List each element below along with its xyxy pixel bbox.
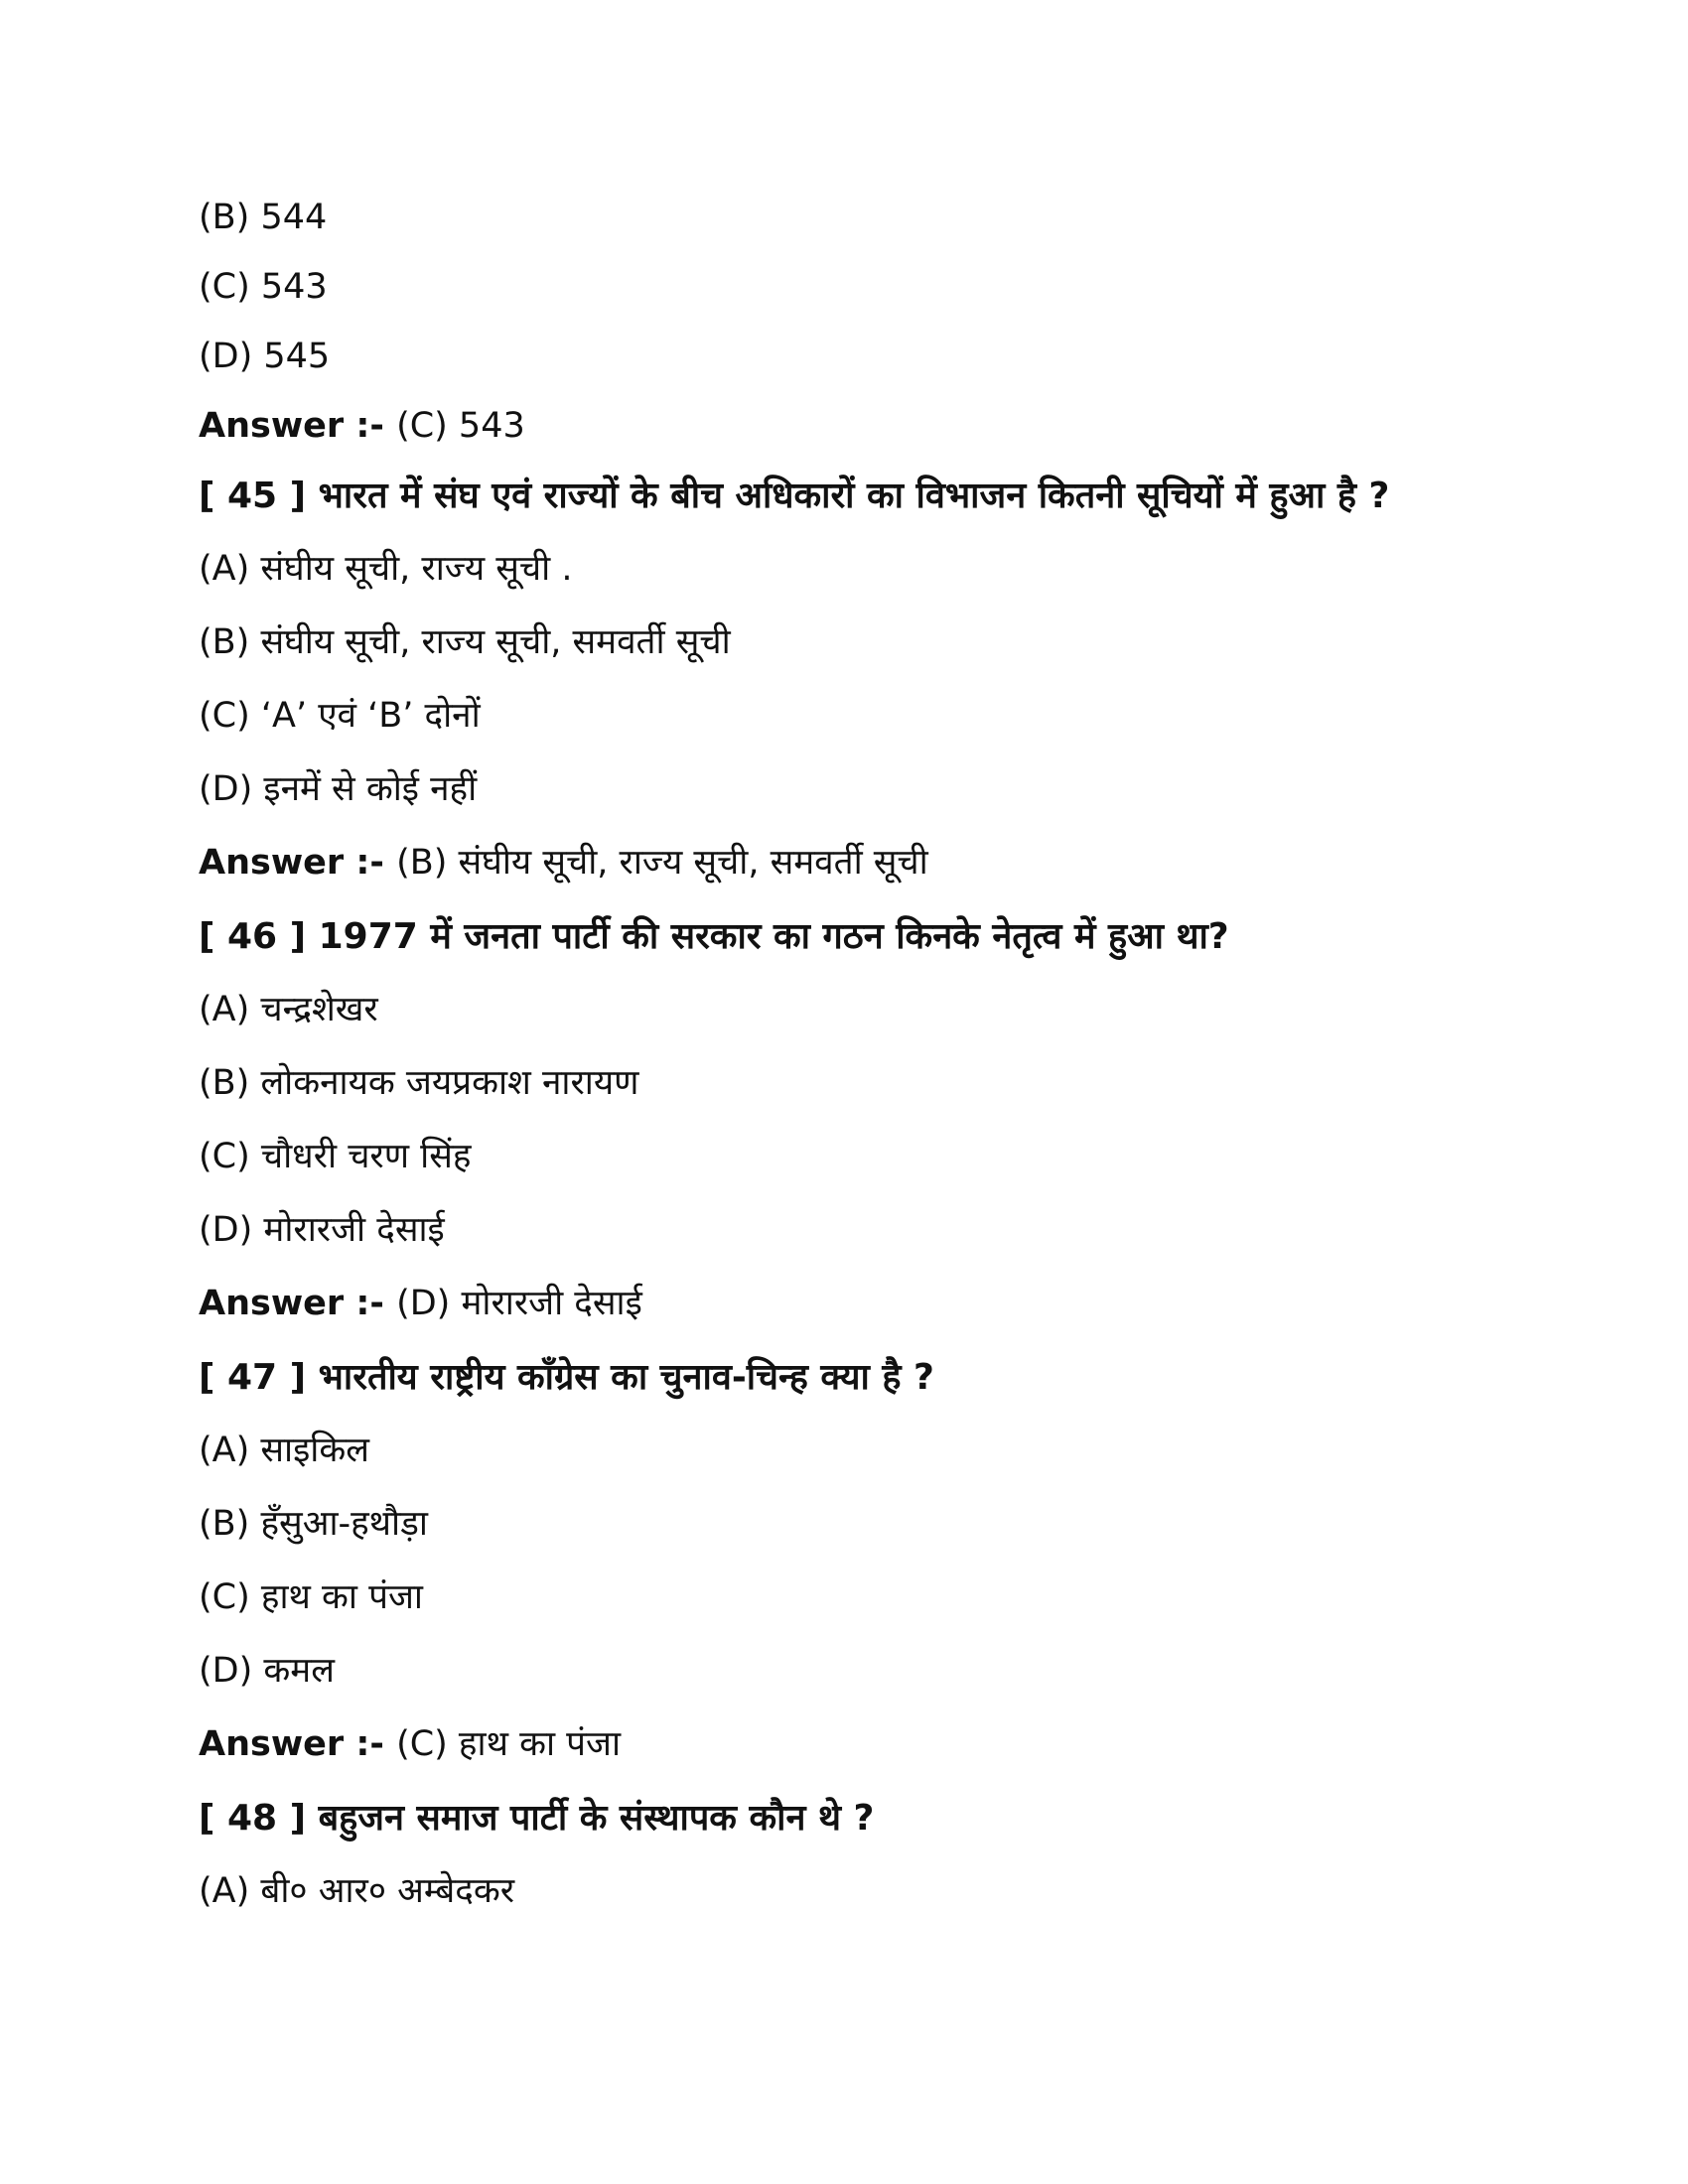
option-b-q46: (B) लोकनायक जयप्रकाश नारायण <box>199 1063 639 1103</box>
option-c-q44: (C) 543 <box>199 267 328 307</box>
option-a-q45: (A) संघीय सूची, राज्य सूची . <box>199 549 573 589</box>
question-45: [ 45 ] भारत में संघ एवं राज्यों के बीच अधिकारों का विभाजन कितनी सूचियों में हुआ है ? <box>199 476 1390 516</box>
option-d-q45: (D) इनमें से कोई नहीं <box>199 769 478 809</box>
answer-q45 <box>199 842 928 884</box>
answer-text: (B) संघीय सूची, राज्य सूची, समवर्ती सूची <box>396 843 928 883</box>
answer-label: Answer :- <box>199 406 397 446</box>
option-c-q46: (C) चौधरी चरण सिंह <box>199 1137 472 1176</box>
answer-text: (D) मोरारजी देसाई <box>396 1284 642 1323</box>
option-a-q46: (A) चन्द्रशेखर <box>199 990 378 1029</box>
answer-q44 <box>199 405 525 447</box>
answer-label: Answer :- <box>199 843 397 883</box>
option-a-q48: (A) बी० आर० अम्बेदकर <box>199 1871 515 1911</box>
option-d-q47: (D) कमल <box>199 1651 335 1691</box>
answer-q47 <box>199 1723 621 1765</box>
answer-q46 <box>199 1283 642 1324</box>
option-c-q47: (C) हाथ का पंजा <box>199 1577 423 1617</box>
answer-text: (C) 543 <box>396 406 525 446</box>
option-b-q45: (B) संघीय सूची, राज्य सूची, समवर्ती सूची <box>199 622 731 662</box>
option-c-q45: (C) ‘A’ एवं ‘B’ दोनों <box>199 696 481 736</box>
answer-label: Answer :- <box>199 1284 397 1323</box>
option-d-q46: (D) मोरारजी देसाई <box>199 1210 445 1250</box>
question-46: [ 46 ] 1977 में जनता पार्टी की सरकार का गठन किनके नेतृत्व में हुआ था? <box>199 916 1229 957</box>
answer-text: (C) हाथ का पंजा <box>396 1724 622 1764</box>
option-b-q44: (B) 544 <box>199 198 328 237</box>
question-48: [ 48 ] बहुजन समाज पार्टी के संस्थापक कौन थे ? <box>199 1798 875 1839</box>
answer-label: Answer :- <box>199 1724 397 1764</box>
option-a-q47: (A) साइकिल <box>199 1431 369 1470</box>
option-b-q47: (B) हँसुआ-हथौड़ा <box>199 1504 428 1544</box>
question-47: [ 47 ] भारतीय राष्ट्रीय कॉंग्रेस का चुनाव-चिन्ह क्या है ? <box>199 1357 934 1398</box>
option-d-q44: (D) 545 <box>199 337 331 376</box>
